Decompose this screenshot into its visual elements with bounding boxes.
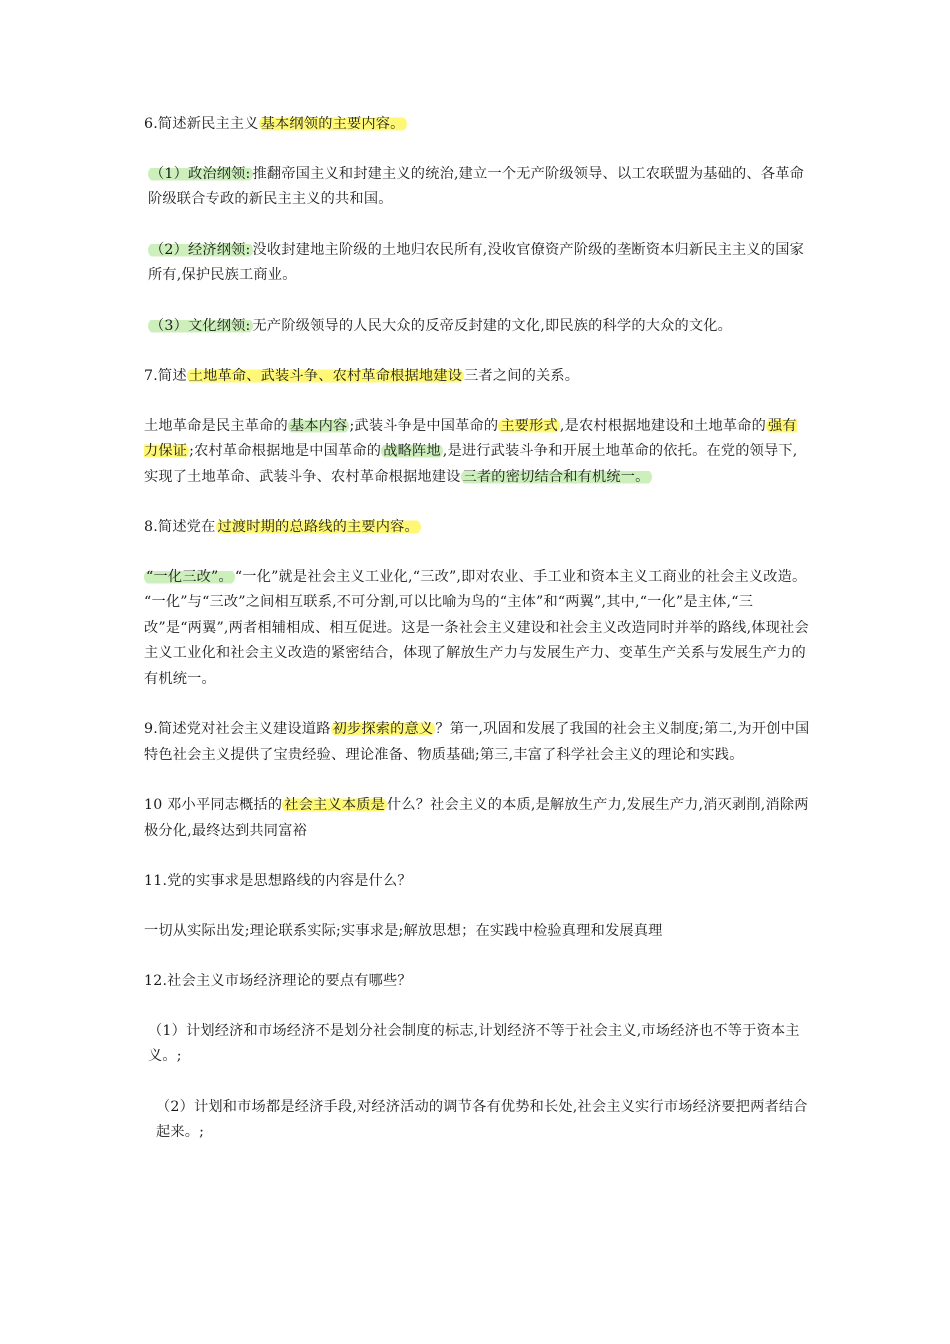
question-7-title: 7.简述 土地革命、武装斗争、农村革命根据地建设 三者之间的关系。 [144, 368, 580, 384]
highlight: 战略阵地 [383, 443, 441, 459]
highlight: 三者的密切结合和有机统一。 [462, 468, 650, 485]
question-7-answer: 土地革命是民主革命的 基本内容 ;武装斗争是中国革命的 主要形式 ,是农村根据地建设和土地革命的 强有力保证 ;农村革命根据地是中国革命的 战略阵地 ,是进行武装斗争和开展土地革命的依托。在党的领导下,实现了土地革命、武装斗争、农村革命根据地建设 三者的密切结合和有机统一。 [144, 417, 798, 485]
document-page [144, 112, 810, 1171]
q6-item-2: （2）经济纲领: 没收封建地主阶级的土地归农民所有,没收官僚资产阶级的垄断资本归新民主主义的国家所有,保护民族工商业。 [148, 241, 804, 283]
highlight: 主要形式 [500, 417, 558, 434]
highlight: （3）文化纲领: [150, 317, 251, 334]
question-10: 10 邓小平同志概括的 社会主义本质是 什么？社会主义的本质,是解放生产力,发展生产力,消灭剥削,消除两极分化,最终达到共同富裕 [144, 797, 809, 839]
question-8-title: 8.简述党在 过渡时期的总路线的主要内容。 [144, 519, 419, 535]
highlight: （2）经济纲领: [150, 241, 251, 258]
highlight: “一化三改”。 [146, 568, 233, 585]
highlight: 初步探索的意义 [332, 721, 434, 737]
question-11-answer: 一切从实际出发;理论联系实际;实事求是;解放思想；在实践中检验真理和发展真理 [144, 922, 663, 939]
q12-item-2: （2）计划和市场都是经济手段,对经济活动的调节各有优势和长处,社会主义实行市场经济要把两者结合起来。; [156, 1098, 808, 1140]
highlight: 土地革命、武装斗争、农村革命根据地建设 [188, 368, 463, 384]
q6-item-1: （1）政治纲领: 推翻帝国主义和封建主义的统治,建立一个无产阶级领导、以工农联盟为基础的、各革命阶级联合专政的新民主主义的共和国。 [148, 165, 804, 207]
highlight: 社会主义本质是 [284, 797, 385, 813]
question-9: 9.简述党对社会主义建设道路 初步探索的意义 ？第一,巩固和发展了我国的社会主义制度;第二,为开创中国特色社会主义提供了宝贵经验、理论准备、物质基础;第三,丰富了科学社会主义的理论和实践。 [144, 721, 810, 763]
q6-item-3: （3）文化纲领: 无产阶级领导的人民大众的反帝反封建的文化,即民族的科学的大众的文化。 [150, 317, 733, 334]
question-6-title: 6.简述新民主主义 基本纲领的主要内容。 [144, 116, 405, 132]
q12-item-1: （1）计划经济和市场经济不是划分社会制度的标志,计划经济不等于社会主义,市场经济也不等于资本主义。; [148, 1022, 800, 1064]
highlight: （1）政治纲领: [150, 165, 251, 182]
highlight: 过渡时期的总路线的主要内容。 [217, 519, 419, 535]
question-8-answer: “一化三改”。 “一化”就是社会主义工业化,“三改”,即对农业、手工业和资本主义工商业的社会主义改造。 “一化”与“三改”之间相互联系,不可分割,可以比喻为鸟的“主体”和“两翼”,其中,“一化”是主体,“三改”是“两翼”,两者相辅相成、相互促进。这是一条社会主义建设和社会主义改造同时并举的路线,体现社会主义工业化和社会主义改造的紧密结合，体现了解放生产力与发展生产力、变革生产关系与发展生产力的有机统一。 [144, 568, 809, 687]
highlight: 基本内容 [289, 417, 348, 434]
highlight: 强有力保证 [144, 417, 797, 459]
highlight: 基本纲领的主要内容。 [260, 116, 405, 132]
question-11-title: 11.党的实事求是思想路线的内容是什么？ [144, 873, 412, 889]
question-12-title: 12.社会主义市场经济理论的要点有哪些？ [144, 973, 412, 989]
